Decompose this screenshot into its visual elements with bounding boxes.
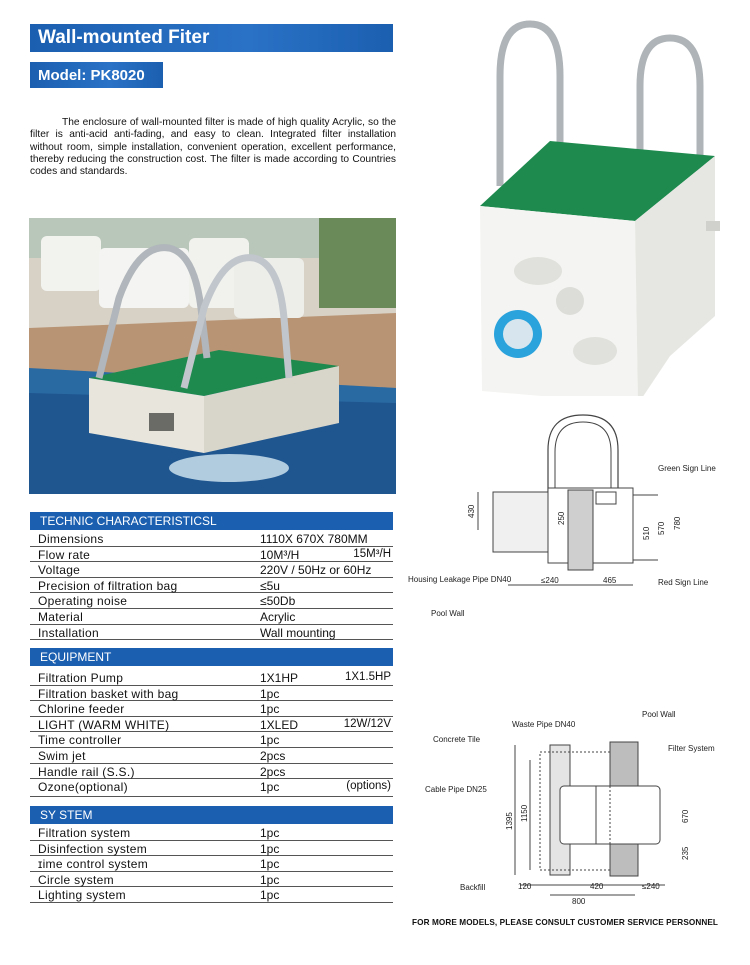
- table-row: Chlorine feeder 1pc: [30, 701, 393, 717]
- table-row: Lighting system 1pc: [30, 887, 393, 903]
- table-row: Swim jet 2pcs: [30, 748, 393, 764]
- table-row: Filtration basket with bag 1pc: [30, 686, 393, 702]
- table-row: Voltage 220V / 50Hz or 60Hz: [30, 562, 393, 578]
- dim-240: ≤240: [541, 576, 559, 585]
- dim-510: 510: [642, 526, 651, 540]
- installation-diagram-side: [408, 410, 748, 640]
- housing-pipe-label: Housing Leakage Pipe DN40: [408, 575, 512, 584]
- equipment-table: [30, 670, 393, 797]
- table-row: Handle rail (S.S.) 2pcs: [30, 764, 393, 780]
- dim-800: 800: [572, 897, 586, 905]
- footer-note: FOR MORE MODELS, PLEASE CONSULT CUSTOMER SERVICE PERSONNEL: [412, 918, 719, 927]
- pool-wall-label-2: Pool Wall: [642, 710, 676, 719]
- table-row: Disinfection system 1pc: [30, 841, 393, 857]
- dim-570: 570: [657, 521, 666, 535]
- intro-paragraph: The enclosure of wall-mounted filter is made of high quality Acrylic, so the filter is anti-acid anti-fading, and easy to clean. Integrated filter installation without room, simple installation, convenient operation, excellent performance, thereby reducing the construction cost. The filter is made according to Countries codes and standards.: [30, 117, 396, 178]
- dim-240-b: ≤240: [642, 882, 660, 891]
- installation-diagram-section: [420, 700, 730, 905]
- dim-1150: 1150: [520, 804, 529, 822]
- table-row: LIGHT (WARM WHITE) 1XLED 12W/12V: [30, 717, 393, 733]
- dim-120: 120: [518, 882, 532, 891]
- cable-pipe-label: Cable Pipe DN25: [425, 785, 487, 794]
- table-row: Ozone(optional) 1pc (options): [30, 779, 393, 797]
- green-sign-line-label: Green Sign Line: [658, 464, 716, 473]
- table-row: Dimensions 1110X 670X 780MM: [30, 531, 393, 547]
- dim-465: 465: [603, 576, 617, 585]
- red-sign-line-label: Red Sign Line: [658, 578, 709, 587]
- dim-420: 420: [590, 882, 604, 891]
- waste-pipe-label: Waste Pipe DN40: [512, 720, 576, 729]
- table-row: Material Acrylic: [30, 609, 393, 625]
- table-row: Flow rate 10M³/H 15M³/H: [30, 547, 393, 563]
- dim-1395: 1395: [505, 812, 514, 830]
- dim-780: 780: [673, 516, 682, 530]
- table-row: Operating noise ≤50Db: [30, 593, 393, 609]
- page-title: Wall-mounted Fiter: [30, 24, 393, 52]
- table-row: Filtration system 1pc: [30, 825, 393, 841]
- system-table: [30, 825, 393, 903]
- dim-430: 430: [467, 504, 476, 518]
- backfill-label: Backfill: [460, 883, 486, 892]
- table-row: Time controller 1pc: [30, 732, 393, 748]
- technic-heading: TECHNIC CHARACTERISTICSL: [30, 512, 393, 530]
- table-row: ɪime control system 1pc: [30, 856, 393, 872]
- table-row: Precision of filtration bag ≤5u: [30, 578, 393, 594]
- table-row: Circle system 1pc: [30, 872, 393, 888]
- model-label: Model: PK8020: [30, 62, 163, 88]
- technic-table: [30, 531, 393, 640]
- dim-670: 670: [681, 809, 690, 823]
- pool-photo: [29, 218, 396, 494]
- system-heading: SY STEM: [30, 806, 393, 824]
- filter-system-label: Filter System: [668, 744, 715, 753]
- equipment-heading: EQUIPMENT: [30, 648, 393, 666]
- table-row: Filtration Pump 1X1HP 1X1.5HP: [30, 670, 393, 686]
- pool-wall-label: Pool Wall: [431, 609, 465, 618]
- concrete-tile-label: Concrete Tile: [433, 735, 481, 744]
- dim-250: 250: [557, 511, 566, 525]
- table-row: Installation Wall mounting: [30, 625, 393, 641]
- dim-235: 235: [681, 846, 690, 860]
- product-image: [460, 16, 730, 396]
